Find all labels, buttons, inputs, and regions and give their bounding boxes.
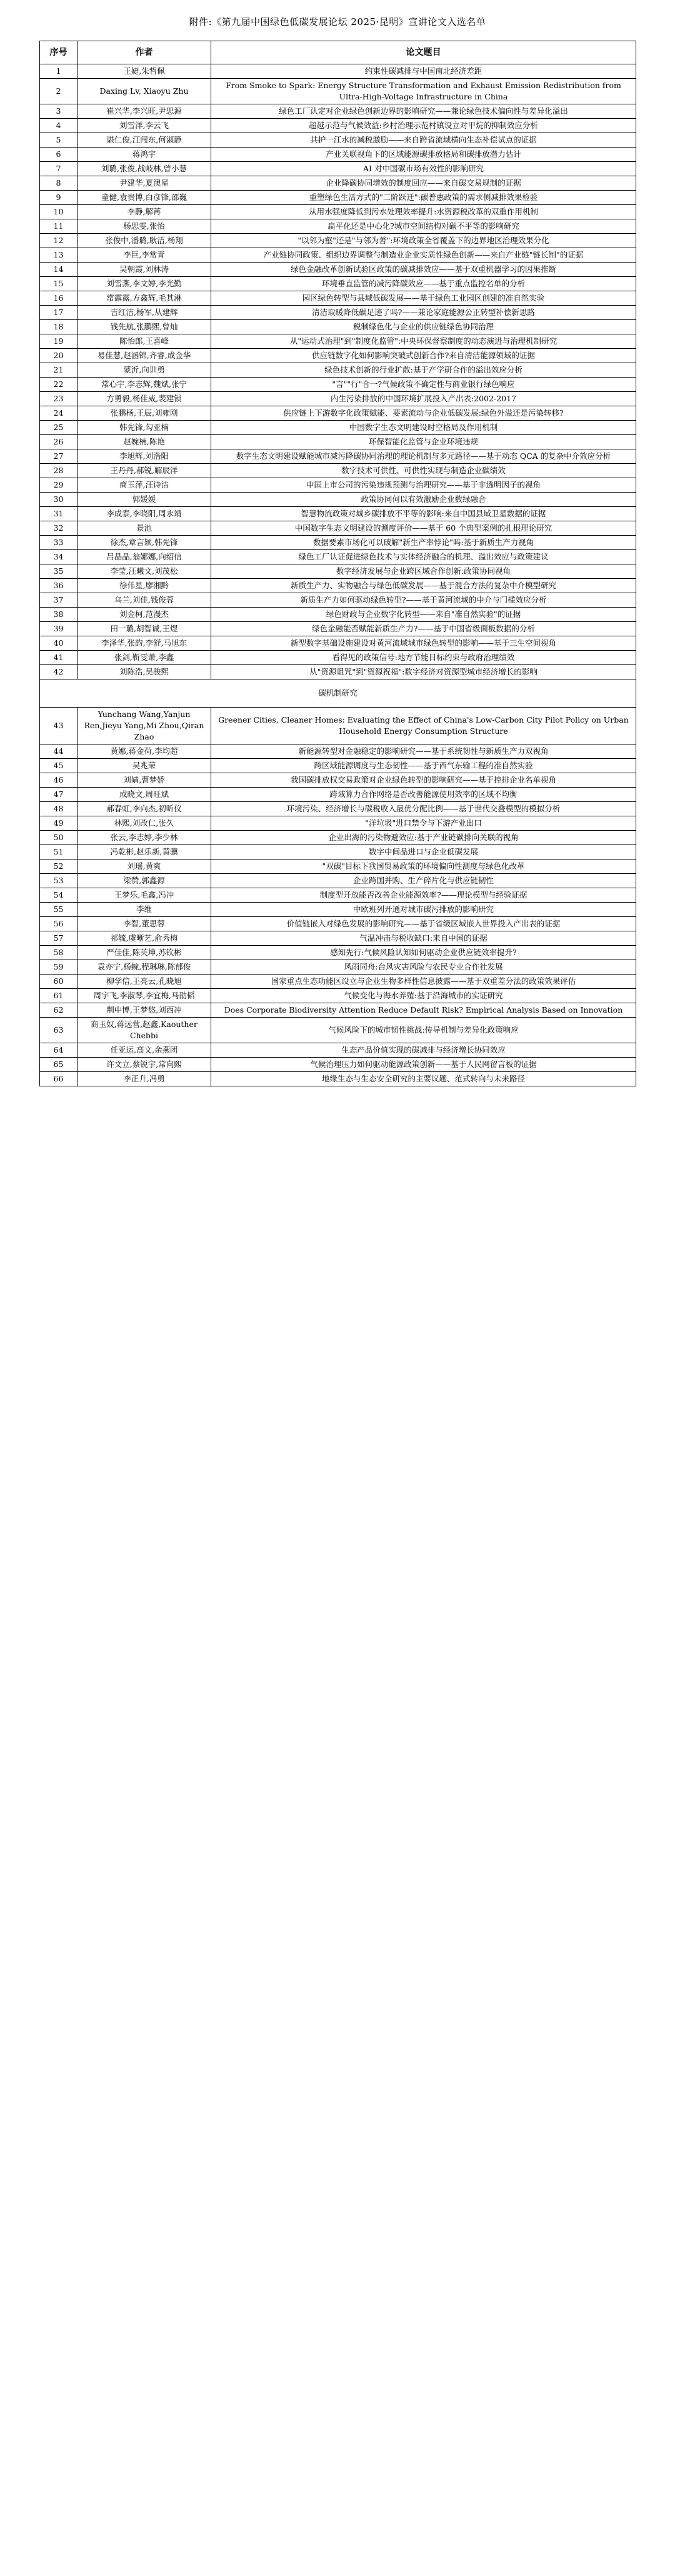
row-paper-title: 智慧物流政策对城乡碳排放不平等的影响:来自中国县域卫星数据的证据 <box>211 507 636 521</box>
row-number: 13 <box>40 248 78 263</box>
row-paper-title: "洋垃圾"进口禁令与下游产业出口 <box>211 816 636 831</box>
row-paper-title: 约束性碳减排与中国南北经济差距 <box>211 64 636 79</box>
header-number: 序号 <box>40 41 78 64</box>
row-author: 李成泰,李晓阳,周永靖 <box>78 507 211 521</box>
table-row <box>40 392 636 406</box>
table-row <box>40 334 636 349</box>
table-row <box>40 903 636 917</box>
header-paper-title: 论文题目 <box>211 41 636 64</box>
table-row <box>40 550 636 564</box>
row-author: 刘瑶,黄爽 <box>78 860 211 874</box>
row-number: 24 <box>40 406 78 421</box>
row-number: 50 <box>40 831 78 845</box>
row-author: 蒋鸿宇 <box>78 148 211 162</box>
row-number: 34 <box>40 550 78 564</box>
table-row <box>40 263 636 277</box>
row-paper-title: 产业链协同政策、组织边界调整与制造业企业实质性绿色创新——来自产业链"链长制"的证据 <box>211 248 636 263</box>
row-author: 王丹丹,郝锐,解辰洋 <box>78 464 211 478</box>
table-row <box>40 478 636 493</box>
table-row <box>40 162 636 176</box>
table-row <box>40 773 636 788</box>
row-number: 41 <box>40 651 78 665</box>
table-row <box>40 608 636 622</box>
row-paper-title: 气温冲击与税收缺口:来自中国的证据 <box>211 931 636 946</box>
table-row <box>40 349 636 363</box>
row-paper-title: 气候治理压力如何驱动能源政策创新——基于人民网留言板的证据 <box>211 1058 636 1072</box>
row-paper-title: 看得见的政策信号:地方节能目标约束与政府治理绩效 <box>211 651 636 665</box>
row-paper-title: 新质生产力如何驱动绿色转型?——基于黄河流域的中介与门槛效应分析 <box>211 593 636 608</box>
row-paper-title: 绿色技术创新的行业扩散:基于产学研合作的溢出效应分析 <box>211 363 636 378</box>
row-number: 44 <box>40 744 78 759</box>
row-author: 李莹,汪曦文,刘茂松 <box>78 564 211 579</box>
table-row <box>40 802 636 816</box>
row-paper-title: AI 对中国碳市场有效性的影响研究 <box>211 162 636 176</box>
row-number: 33 <box>40 536 78 550</box>
table-row <box>40 665 636 679</box>
table-row <box>40 989 636 1003</box>
row-author: 李泽华,张韵,李舒,马旭东 <box>78 636 211 651</box>
row-number: 60 <box>40 975 78 989</box>
row-paper-title: 超越示范与气候效益:乡村治理示范村镇设立对甲烷的抑制效应分析 <box>211 119 636 133</box>
row-author: 祁毓,虞晰艺,俞秀梅 <box>78 931 211 946</box>
row-number: 47 <box>40 788 78 802</box>
row-paper-title: 数字技术可供性、可供性实现与制造企业碳绩效 <box>211 464 636 478</box>
table-row <box>40 975 636 989</box>
table-row <box>40 449 636 464</box>
row-number: 5 <box>40 133 78 148</box>
row-author: 李正升,冯勇 <box>78 1072 211 1086</box>
row-number: 17 <box>40 306 78 320</box>
table-row <box>40 277 636 291</box>
row-paper-title: Greener Cities, Cleaner Homes: Evaluating the Effect of China's Low-Carbon City Pilot Policy on Urban Household Energy Consumption Structure <box>211 708 636 744</box>
table-row <box>40 421 636 435</box>
table-row <box>40 64 636 79</box>
row-paper-title: 气候风险下的城市韧性挑战:传导机制与差异化政策响应 <box>211 1018 636 1043</box>
row-paper-title: 跨域算力合作网络是否改善能源使用效率的区域不均衡 <box>211 788 636 802</box>
row-author: 田一璐,胡智诚,王煜 <box>78 622 211 636</box>
row-number: 15 <box>40 277 78 291</box>
row-number: 54 <box>40 888 78 903</box>
row-author: 杨思雯,张怡 <box>78 219 211 234</box>
row-paper-title: 环境污染、经济增长与碳税收入最优分配比例——基于世代交叠模型的模拟分析 <box>211 802 636 816</box>
row-paper-title: 绿色金融改革创新试验区政策的碳减排效应——基于双重机器学习的因果推断 <box>211 263 636 277</box>
row-paper-title: 中国上市公司的污染违规预测与治理研究——基于非透明因子的视角 <box>211 478 636 493</box>
row-paper-title: 政策协同何以有效激励企业数绿融合 <box>211 493 636 507</box>
row-paper-title: 中国数字生态文明建设的测度评价——基于 60 个典型案例的扎根理论研究 <box>211 521 636 536</box>
row-number: 42 <box>40 665 78 679</box>
row-paper-title: "双碳"目标下我国贸易政策的环境偏向性测度与绿色化改革 <box>211 860 636 874</box>
row-author: 林熙,刘改仁,张久 <box>78 816 211 831</box>
row-author: 张云,李志婷,李少林 <box>78 831 211 845</box>
row-number: 18 <box>40 320 78 334</box>
row-author: 蒙沂,向训勇 <box>78 363 211 378</box>
row-author: 黄娜,蒋金荷,李均超 <box>78 744 211 759</box>
row-number: 57 <box>40 931 78 946</box>
row-paper-title: 跨区域能源调度与生态韧性——基于西气东输工程的准自然实验 <box>211 759 636 773</box>
row-number: 63 <box>40 1018 78 1043</box>
table-row <box>40 507 636 521</box>
row-author: 韩先锋,勾亚楠 <box>78 421 211 435</box>
row-author: 刘雪洋,李云飞 <box>78 119 211 133</box>
row-number: 29 <box>40 478 78 493</box>
table-row <box>40 119 636 133</box>
row-author: 赵婉楠,陈艳 <box>78 435 211 449</box>
row-author: 吕晶晶,翁娜娜,向绍信 <box>78 550 211 564</box>
row-author: 郭媛媛 <box>78 493 211 507</box>
row-paper-title: 数据要素市场化可以破解"新生产率悖论"吗:基于新质生产力视角 <box>211 536 636 550</box>
row-author: 李智,董思蓉 <box>78 917 211 931</box>
row-paper-title: 生态产品价值实现的碳减排与经济增长协同效应 <box>211 1043 636 1058</box>
row-author: 刘雪燕,李文婷,李光勤 <box>78 277 211 291</box>
row-number: 31 <box>40 507 78 521</box>
row-author: 李巨,李常青 <box>78 248 211 263</box>
table-row <box>40 816 636 831</box>
row-number: 61 <box>40 989 78 1003</box>
row-paper-title: 环保智能化监管与企业环境违规 <box>211 435 636 449</box>
row-author: 崔兴华,李兴旺,尹思源 <box>78 104 211 119</box>
row-paper-title: 新质生产力、实物融合与绿色低碳发展——基于混合方法的复杂中介模型研究 <box>211 579 636 593</box>
row-paper-title: 企业跨国并购、生产碎片化与供应链韧性 <box>211 874 636 888</box>
table-row <box>40 874 636 888</box>
row-number: 2 <box>40 79 78 104</box>
table-row <box>40 931 636 946</box>
row-paper-title: 重塑绿色生活方式的"二阶跃迁":碳普惠政策的需求侧减排效果检验 <box>211 191 636 205</box>
row-author: 刘陈浩,吴骏熙 <box>78 665 211 679</box>
row-author: 乌兰,刘佳,钱俊蓉 <box>78 593 211 608</box>
table-row <box>40 888 636 903</box>
table-row <box>40 133 636 148</box>
row-number: 20 <box>40 349 78 363</box>
table-row <box>40 104 636 119</box>
row-number: 66 <box>40 1072 78 1086</box>
table-row <box>40 378 636 392</box>
row-author: 方勇毅,杨佳威,裴建锁 <box>78 392 211 406</box>
table-row <box>40 306 636 320</box>
table-row <box>40 1043 636 1058</box>
row-number: 3 <box>40 104 78 119</box>
table-row <box>40 651 636 665</box>
row-number: 21 <box>40 363 78 378</box>
row-paper-title: 国家重点生态功能区设立与企业生物多样性信息披露——基于双重差分法的政策效果评估 <box>211 975 636 989</box>
paper-list-table <box>39 41 636 1086</box>
row-number: 25 <box>40 421 78 435</box>
table-row <box>40 564 636 579</box>
row-number: 45 <box>40 759 78 773</box>
row-number: 36 <box>40 579 78 593</box>
row-paper-title: 企业降碳协同增效的制度回应——来自碳交易规制的证据 <box>211 176 636 191</box>
row-number: 12 <box>40 234 78 248</box>
row-paper-title: 新能源转型对金融稳定的影响研究——基于系统韧性与新质生产力双视角 <box>211 744 636 759</box>
row-number: 7 <box>40 162 78 176</box>
row-number: 27 <box>40 449 78 464</box>
row-author: 李维 <box>78 903 211 917</box>
row-number: 16 <box>40 291 78 306</box>
row-number: 1 <box>40 64 78 79</box>
row-number: 35 <box>40 564 78 579</box>
row-author: 易佳慧,赵涵锦,齐睿,成金华 <box>78 349 211 363</box>
row-paper-title: 从用水强度降低到污水处理效率提升:水资源税改革的双重作用机制 <box>211 205 636 219</box>
row-author: 刘婧,曹梦娇 <box>78 773 211 788</box>
table-row <box>40 708 636 744</box>
row-author: 王梦乐,毛鑫,冯冲 <box>78 888 211 903</box>
table-row <box>40 79 636 104</box>
table-row <box>40 536 636 550</box>
row-paper-title: 扁平化还是中心化?城市空间结构对碳不平等的影响研究 <box>211 219 636 234</box>
row-paper-title: 产业关联视角下的区域能源碳排放格局和碳排放潜力估计 <box>211 148 636 162</box>
table-row <box>40 248 636 263</box>
row-number: 6 <box>40 148 78 162</box>
document-title: 附件:《第九届中国绿色低碳发展论坛 2025·昆明》宣讲论文入选名单 <box>189 16 486 28</box>
row-paper-title: 数字经济发展与企业跨区域合作创新:政策协同视角 <box>211 564 636 579</box>
table-row <box>40 744 636 759</box>
row-author: 郝春虹,李向杰,初昕仪 <box>78 802 211 816</box>
table-row <box>40 788 636 802</box>
row-number: 4 <box>40 119 78 133</box>
row-paper-title: 清洁取暖降低碳足迹了吗?——兼论家庭能源公正转型补偿新思路 <box>211 306 636 320</box>
row-number: 19 <box>40 334 78 349</box>
row-number: 64 <box>40 1043 78 1058</box>
row-paper-title: 企业出海的污染物避效应:基于产业链碳排向关联的视角 <box>211 831 636 845</box>
row-number: 14 <box>40 263 78 277</box>
row-number: 46 <box>40 773 78 788</box>
table-row <box>40 406 636 421</box>
table-row <box>40 493 636 507</box>
row-paper-title: 绿色工厂认定对企业绿色创新边界的影响研究——兼论绿色技术偏向性与差异化溢出 <box>211 104 636 119</box>
row-number: 30 <box>40 493 78 507</box>
table-row <box>40 234 636 248</box>
row-number: 10 <box>40 205 78 219</box>
row-number: 38 <box>40 608 78 622</box>
row-number: 8 <box>40 176 78 191</box>
table-row <box>40 593 636 608</box>
table-row <box>40 320 636 334</box>
row-paper-title: 气候变化与海水养殖:基于沿海城市的实证研究 <box>211 989 636 1003</box>
row-paper-title: 数字生态文明建设赋能城市减污降碳协同治理的理论机制与多元路径——基于动态 QCA 的复杂中介效应分析 <box>211 449 636 464</box>
table-row <box>40 759 636 773</box>
row-author: Daxing Lv, Xiaoyu Zhu <box>78 79 211 104</box>
row-number: 49 <box>40 816 78 831</box>
row-author: 商玉萍,汪诗洁 <box>78 478 211 493</box>
row-paper-title: 绿色工厂认证促进绿色技术与实体经济融合的机理、溢出效应与政策建议 <box>211 550 636 564</box>
row-author: 刘金柯,范漫杰 <box>78 608 211 622</box>
row-paper-title: Does Corporate Biodiversity Attention Reduce Default Risk? Empirical Analysis Based on Innovation <box>211 1003 636 1018</box>
row-author: 吴朝霞,刘林涛 <box>78 263 211 277</box>
row-number: 56 <box>40 917 78 931</box>
table-row <box>40 636 636 651</box>
row-author: 冯乾彬,赵乐新,黄骥 <box>78 845 211 860</box>
row-paper-title: 制度型开放能否改善企业能源效率?——理论模型与经验证据 <box>211 888 636 903</box>
row-author: 张鹏杨,王辰,刘雍刚 <box>78 406 211 421</box>
row-author: 常心宇,李志辉,魏斌,张宁 <box>78 378 211 392</box>
row-paper-title: 数字中间品进口与企业低碳发展 <box>211 845 636 860</box>
row-paper-title: 共护一江水的减税激励——来自跨省流域横向生态补偿试点的证据 <box>211 133 636 148</box>
table-header-row <box>40 41 636 64</box>
row-number: 23 <box>40 392 78 406</box>
row-author: 袁亦宁,杨蜿,程琳琳,陈郁俊 <box>78 960 211 975</box>
row-author: 许文立,蔡锐宇,常向熙 <box>78 1058 211 1072</box>
table-row <box>40 831 636 845</box>
table-row <box>40 1003 636 1018</box>
row-paper-title: 供应链上下游数字化政策赋能、要素流动与企业低碳发展:绿色外溢还是污染转移? <box>211 406 636 421</box>
header-author: 作者 <box>78 41 211 64</box>
row-author: 周宇飞,李淑琴,李宜梅,马劭韬 <box>78 989 211 1003</box>
row-number: 51 <box>40 845 78 860</box>
row-author: 徐伟星,廖湘黔 <box>78 579 211 593</box>
row-paper-title: "言""行"合一?气候政策不确定性与商业银行绿色响应 <box>211 378 636 392</box>
row-paper-title: 内生污染排放的中国环境扩展投入产出表:2002-2017 <box>211 392 636 406</box>
row-author: 常露露,方鑫辉,毛其淋 <box>78 291 211 306</box>
table-row <box>40 860 636 874</box>
row-paper-title: 环境垂直监管的减污降碳效应——基于重点监控名单的分析 <box>211 277 636 291</box>
row-author: 成晓文,周旺斌 <box>78 788 211 802</box>
table-row <box>40 291 636 306</box>
row-number: 37 <box>40 593 78 608</box>
row-number: 65 <box>40 1058 78 1072</box>
row-number: 22 <box>40 378 78 392</box>
table-row <box>40 176 636 191</box>
table-row <box>40 917 636 931</box>
row-paper-title: 从"运动式治理"到"制度化监管":中央环保督察制度的动态演进与治理机制研究 <box>211 334 636 349</box>
row-number: 43 <box>40 708 78 744</box>
table-row <box>40 622 636 636</box>
row-number: 32 <box>40 521 78 536</box>
table-row <box>40 946 636 960</box>
row-author: 吴兆荣 <box>78 759 211 773</box>
section-label: 碳机制研究 <box>40 679 636 708</box>
table-row <box>40 521 636 536</box>
row-paper-title: 绿色财政与企业数字化转型——来自"准自然实验"的证据 <box>211 608 636 622</box>
row-paper-title: 绿色金融能否赋能新质生产力?——基于中国省级面板数据的分析 <box>211 622 636 636</box>
row-number: 11 <box>40 219 78 234</box>
row-paper-title: 税制绿色化与企业的供应链绿色协同治理 <box>211 320 636 334</box>
row-author: 谌仁俊,江闯东,何淑静 <box>78 133 211 148</box>
row-paper-title: 价值链嵌入对绿色发展的影响研究——基于省级区域嵌入世界投入产出表的证据 <box>211 917 636 931</box>
row-author: Yunchang Wang,Yanjun Ren,Jieyu Yang,Mi Zhou,Qiran Zhao <box>78 708 211 744</box>
row-paper-title: 从"资源诅咒"到"资源祝福":数字经济对资源型城市经济增长的影响 <box>211 665 636 679</box>
row-number: 59 <box>40 960 78 975</box>
table-row <box>40 1018 636 1043</box>
row-paper-title: "以邻为壑"还是"与邻为善":环境政策全省覆盖下的边界地区治理效果分化 <box>211 234 636 248</box>
row-author: 钱先航,张鹏熙,曾灿 <box>78 320 211 334</box>
row-number: 62 <box>40 1003 78 1018</box>
row-author: 柳学信,王亮云,孔晓旭 <box>78 975 211 989</box>
row-number: 52 <box>40 860 78 874</box>
row-author: 童健,袁贵博,白彦锋,邵巍 <box>78 191 211 205</box>
row-number: 39 <box>40 622 78 636</box>
row-author: 张俊中,潘璐,耿洁,杨翔 <box>78 234 211 248</box>
row-paper-title: From Smoke to Spark: Energy Structure Transformation and Exhaust Emission Redistribution from Ultra-High-Voltage Infrastructure in China <box>211 79 636 104</box>
row-author: 李旭辉,刘浩阳 <box>78 449 211 464</box>
row-paper-title: 地缘生态与生态安全研究的主要议题、范式转向与未来路径 <box>211 1072 636 1086</box>
row-paper-title: 感知先行:气候风险认知如何驱动企业供应链效率提升? <box>211 946 636 960</box>
table-row <box>40 960 636 975</box>
table-row <box>40 148 636 162</box>
row-author: 商玉奴,蒋远营,赵鑫,Kaouther Chebbi <box>78 1018 211 1043</box>
table-row <box>40 363 636 378</box>
row-author: 荆中博,王梦悠,刘西冲 <box>78 1003 211 1018</box>
table-row <box>40 845 636 860</box>
row-author: 尹建华,夏澳星 <box>78 176 211 191</box>
row-author: 任亚运,高文,余燕团 <box>78 1043 211 1058</box>
row-author: 刘璐,张俊,战岐林,曾小慧 <box>78 162 211 176</box>
row-author: 吉红洁,杨军,从建辉 <box>78 306 211 320</box>
row-number: 26 <box>40 435 78 449</box>
row-paper-title: 供应链数字化如何影响突破式创新合作?来自清洁能源领域的证据 <box>211 349 636 363</box>
row-paper-title: 我国碳排放权交易政策对企业绿色转型的影响研究——基于控排企业名单视角 <box>211 773 636 788</box>
row-paper-title: 中欧班列开通对城市碳污排放的影响研究 <box>211 903 636 917</box>
table-row <box>40 219 636 234</box>
row-author: 景池 <box>78 521 211 536</box>
row-number: 48 <box>40 802 78 816</box>
table-row <box>40 464 636 478</box>
table-row <box>40 579 636 593</box>
table-row <box>40 1058 636 1072</box>
row-number: 9 <box>40 191 78 205</box>
row-author: 徐杰,章言颖,韩先锋 <box>78 536 211 550</box>
row-author: 陈怡郎,王喜峰 <box>78 334 211 349</box>
row-paper-title: 风雨同舟:台风灾害风险与农民专业合作社发展 <box>211 960 636 975</box>
row-paper-title: 中国数字生态文明建设时空格局及作用机制 <box>211 421 636 435</box>
row-author: 严佳佳,陈英坤,苏钦彬 <box>78 946 211 960</box>
row-paper-title: 园区绿色转型与县域低碳发展——基于绿色工业园区创建的准自然实验 <box>211 291 636 306</box>
table-row <box>40 1072 636 1086</box>
row-author: 王婕,朱哲佩 <box>78 64 211 79</box>
row-number: 55 <box>40 903 78 917</box>
row-number: 28 <box>40 464 78 478</box>
row-author: 张剑,靳雯萧,李鑫 <box>78 651 211 665</box>
row-number: 58 <box>40 946 78 960</box>
row-number: 40 <box>40 636 78 651</box>
row-paper-title: 新型数字基础设施建设对黄河流域城市绿色转型的影响——基于三生空间视角 <box>211 636 636 651</box>
table-row <box>40 435 636 449</box>
row-author: 梁赞,郭鑫源 <box>78 874 211 888</box>
row-author: 李静,解苒 <box>78 205 211 219</box>
section-separator-row <box>40 679 636 708</box>
row-number: 53 <box>40 874 78 888</box>
table-row <box>40 205 636 219</box>
table-row <box>40 191 636 205</box>
